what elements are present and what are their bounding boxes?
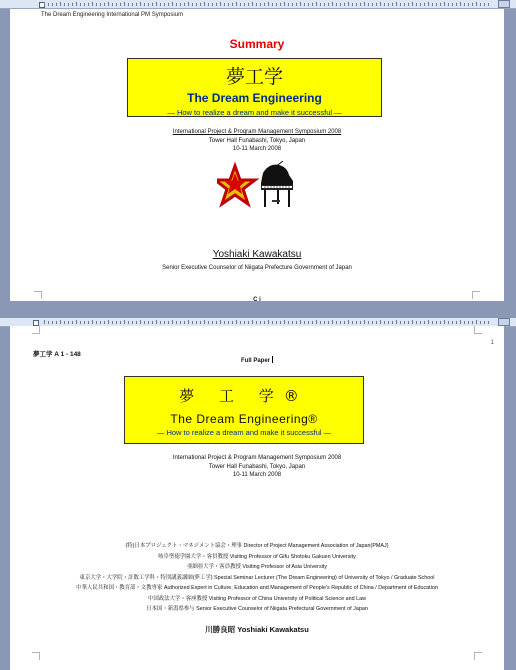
ruler-tick (96, 321, 97, 324)
ruler-tick (208, 321, 209, 324)
ruler-tick (364, 320, 365, 324)
ruler-tick (220, 320, 221, 324)
ruler-tick (332, 2, 333, 6)
ruler-tick (224, 3, 225, 6)
event-line-2: Tower Hall Funabashi, Tokyo, Japan (208, 137, 306, 144)
ruler-tick (316, 320, 317, 324)
ruler-tick (268, 320, 269, 324)
star-icon (217, 166, 255, 204)
ruler-tick (280, 3, 281, 6)
ruler-tick (64, 3, 65, 6)
ruler-tick (200, 321, 201, 324)
ruler-tick (112, 321, 113, 324)
ruler-tick (88, 3, 89, 6)
ruler-tick (188, 2, 189, 6)
ruler-tick (352, 3, 353, 6)
ruler-tick (56, 3, 57, 6)
horizontal-ruler[interactable] (0, 0, 516, 9)
next-heading-cut: C i (253, 297, 261, 303)
title-english: The Dream Engineering (187, 91, 322, 105)
ruler-tick (268, 2, 269, 6)
ruler-tick (196, 321, 197, 324)
ruler-tick (488, 321, 489, 324)
title-box (127, 58, 382, 117)
ruler-tick (392, 3, 393, 6)
ruler-tick (484, 3, 485, 6)
full-paper-label (10, 356, 504, 364)
ruler-tick (208, 3, 209, 6)
ruler-tick (108, 2, 109, 6)
ruler-tick (48, 321, 49, 324)
title-kanji: 夢工学 (225, 66, 283, 88)
ruler-tick (416, 3, 417, 6)
ruler-tick (468, 3, 469, 6)
ruler-tick (304, 3, 305, 6)
ruler-tick (76, 2, 77, 6)
title-subtitle: — How to realize a dream and make it successful — (156, 428, 332, 437)
ruler-tick (52, 3, 53, 6)
page-header: 夢工学 A 1 - 148 (33, 351, 81, 358)
ruler-tick (344, 321, 345, 324)
ruler-tick (256, 3, 257, 6)
ruler-tick (68, 3, 69, 6)
ruler-tick (148, 3, 149, 6)
title-english: The Dream Engineering® (170, 412, 318, 426)
ruler-tick (180, 3, 181, 6)
event-line-2: Tower Hall Funabashi, Tokyo, Japan (208, 463, 306, 470)
ruler-tick (264, 321, 265, 324)
ruler-tick (276, 3, 277, 6)
title-kanji: 夢 工 学® (179, 387, 309, 405)
ruler-tick (144, 321, 145, 324)
full-paper-text: Full Paper (240, 358, 270, 364)
star-and-piano (217, 161, 297, 211)
ruler-tick (368, 321, 369, 324)
ruler-tick (204, 320, 205, 324)
ruler-tick (452, 321, 453, 324)
ruler-tick (472, 3, 473, 6)
title-box (124, 376, 364, 444)
ruler-tick (80, 321, 81, 324)
ruler-tick (380, 320, 381, 324)
ruler-tick (324, 3, 325, 6)
ruler-tick (72, 321, 73, 324)
ruler-tick (420, 3, 421, 6)
ruler-tick (176, 321, 177, 324)
ruler-tick (372, 321, 373, 324)
ruler-tick (292, 321, 293, 324)
ruler-tick (312, 3, 313, 6)
affiliation-line: 亜細亜大学・客員教授 Visiting Professor of Asia University (186, 564, 328, 570)
ruler-tick (316, 2, 317, 6)
ruler-tick (160, 321, 161, 324)
ruler-tick (64, 321, 65, 324)
ruler-tick (444, 2, 445, 6)
ruler-tick (136, 321, 137, 324)
ruler-tick (436, 321, 437, 324)
ruler-tick (52, 321, 53, 324)
ruler-tick (232, 3, 233, 6)
ruler-tick (284, 320, 285, 324)
ruler-tick (180, 321, 181, 324)
ruler-tick (408, 3, 409, 6)
ruler-tick (168, 321, 169, 324)
ruler-tick (264, 3, 265, 6)
ruler-tick (480, 3, 481, 6)
ruler-tick (100, 3, 101, 6)
event-line-3: 10-11 March 2008 (232, 472, 282, 478)
ruler-tick (236, 2, 237, 6)
ruler-tick (148, 321, 149, 324)
ruler-tick (452, 3, 453, 6)
event-line-1: International Project & Program Management Symposium 2008 (172, 129, 342, 135)
ruler-tick (104, 321, 105, 324)
affiliation-line: 中華人民共和国・教育部・文教専家 Authorized Expert in Culture, Education and Management of People's Republic of China / Department of Education (76, 585, 438, 591)
ruler-tick (212, 3, 213, 6)
affiliation-line: 日本国・新潟県参与 Senior Executive Counselor of Niigata Prefectural Government of Japan (146, 606, 368, 612)
ruler-tick (44, 320, 45, 324)
ruler-tick (144, 3, 145, 6)
ruler-tick (160, 3, 161, 6)
ruler-tick (472, 321, 473, 324)
ruler-tick (380, 2, 381, 6)
ruler-tick (84, 3, 85, 6)
ruler-tick (368, 3, 369, 6)
ruler-tick (440, 321, 441, 324)
ruler-tick (388, 321, 389, 324)
ruler-tick (272, 321, 273, 324)
page-1[interactable] (10, 9, 504, 301)
ruler-tick (116, 321, 117, 324)
ruler-tick (188, 320, 189, 324)
ruler-tick (228, 3, 229, 6)
illustrations (217, 161, 297, 211)
event-info (10, 454, 504, 480)
ruler-tick (100, 321, 101, 324)
ruler-tick (80, 3, 81, 6)
ruler-tick (396, 320, 397, 324)
ruler-tick (116, 3, 117, 6)
ruler-tick (404, 3, 405, 6)
ruler-tick (172, 2, 173, 6)
ruler-tick (420, 321, 421, 324)
ruler-tick (448, 321, 449, 324)
ruler-tick (320, 321, 321, 324)
ruler-tick (204, 2, 205, 6)
corner-mark (32, 326, 40, 334)
ruler-tick (128, 3, 129, 6)
ruler-tick (460, 2, 461, 6)
ruler-tick (152, 321, 153, 324)
ruler-tick (156, 320, 157, 324)
title-subtitle: — How to realize a dream and make it successful — (167, 108, 342, 117)
ruler-tick (444, 320, 445, 324)
ruler-tick (228, 321, 229, 324)
ruler-tick (460, 320, 461, 324)
ruler-tick (348, 2, 349, 6)
ruler-tick (236, 320, 237, 324)
ruler-tick (152, 3, 153, 6)
ruler-tick (124, 2, 125, 6)
ruler-tick (184, 3, 185, 6)
ruler-tick (88, 321, 89, 324)
ruler-tick (296, 321, 297, 324)
ruler-tick (356, 321, 357, 324)
ruler-right-marker[interactable] (498, 0, 510, 8)
ruler-tick (412, 320, 413, 324)
ruler-tick (296, 3, 297, 6)
corner-mark (32, 652, 40, 660)
ruler-tick (340, 321, 341, 324)
ruler-tick (428, 320, 429, 324)
ruler-tick (256, 321, 257, 324)
ruler-tick (232, 321, 233, 324)
ruler-tick (272, 3, 273, 6)
ruler-tick (336, 3, 337, 6)
page-header: The Dream Engineering International PM Symposium (41, 12, 184, 18)
ruler-tick (360, 3, 361, 6)
ruler-tick (312, 321, 313, 324)
ruler-tick (192, 321, 193, 324)
ruler-tick (300, 320, 301, 324)
ruler-tick (348, 320, 349, 324)
ruler-tick (244, 3, 245, 6)
ruler-tick (308, 3, 309, 6)
ruler-tick (464, 3, 465, 6)
ruler-tick (156, 2, 157, 6)
ruler-tick (132, 3, 133, 6)
summary-title: Summary (229, 37, 285, 51)
ruler-tick (72, 3, 73, 6)
ruler-tick (104, 3, 105, 6)
ruler-tick (432, 3, 433, 6)
ruler-tick (372, 3, 373, 6)
author-title: Senior Executive Counselor of Niigata Prefecture Government of Japan (162, 265, 352, 271)
ruler-tick (216, 321, 217, 324)
page-number: 1 (490, 340, 494, 346)
ruler-tick (432, 321, 433, 324)
ruler-tick (124, 320, 125, 324)
ruler-tick (292, 3, 293, 6)
ruler-tick (140, 320, 141, 324)
ruler-tick (328, 3, 329, 6)
ruler-tick (480, 321, 481, 324)
ruler-tick (248, 3, 249, 6)
ruler-tick (76, 320, 77, 324)
ruler-tick (196, 3, 197, 6)
ruler-tick (288, 321, 289, 324)
ruler-tick (252, 320, 253, 324)
ruler-tick (352, 321, 353, 324)
ruler-tick (340, 3, 341, 6)
ruler-tick (92, 2, 93, 6)
ruler-tick (84, 321, 85, 324)
event-info (10, 128, 504, 154)
ruler-tick (168, 3, 169, 6)
ruler-tick (428, 2, 429, 6)
ruler-tick (384, 3, 385, 6)
ruler-tick (244, 321, 245, 324)
ruler-tick (164, 3, 165, 6)
ruler-tick (300, 2, 301, 6)
ruler-tick (476, 2, 477, 6)
ruler-tick (220, 2, 221, 6)
ruler-tick (356, 3, 357, 6)
author-name: 川勝良昭 Yoshiaki Kawakatsu (205, 625, 309, 634)
text-cursor (272, 356, 273, 363)
ruler-tick (424, 321, 425, 324)
ruler-tick (332, 320, 333, 324)
ruler-tick (328, 321, 329, 324)
ruler-tick (216, 3, 217, 6)
affiliation-line: 東京大学・大学院・計数工学科・特別講義講師(夢工学) Special Seminar Lecturer (The Dream Engineering) of University of Tokyo / Graduate School (79, 574, 435, 581)
ruler-tick (280, 321, 281, 324)
ruler-tick (284, 2, 285, 6)
affiliations-list (10, 541, 504, 615)
ruler-tick (360, 321, 361, 324)
ruler-tick (304, 321, 305, 324)
ruler-tick (396, 2, 397, 6)
ruler-tick (184, 321, 185, 324)
ruler-tick (440, 3, 441, 6)
ruler-tick (308, 321, 309, 324)
ruler-tick (60, 320, 61, 324)
ruler-tick (364, 2, 365, 6)
ruler-tick (92, 320, 93, 324)
event-line-1: International Project & Program Management Symposium 2008 (172, 455, 342, 461)
ruler-tick (120, 3, 121, 6)
ruler-tick (200, 3, 201, 6)
ruler-tick (464, 321, 465, 324)
author-name: Yoshiaki Kawakatsu (212, 249, 302, 260)
affiliation-line: (特)日本プロジェクト・マネジメント協会・理事 Director of Project Management Association of Japan(PMAJ) (125, 543, 389, 549)
ruler-tick (224, 321, 225, 324)
ruler-tick (376, 3, 377, 6)
ruler-tick (456, 321, 457, 324)
ruler-tick (484, 321, 485, 324)
ruler-tick (44, 2, 45, 6)
ruler-tick (456, 3, 457, 6)
ruler-tick (324, 321, 325, 324)
ruler-tick (176, 3, 177, 6)
ruler-tick (416, 321, 417, 324)
ruler-tick (400, 3, 401, 6)
ruler-tick (424, 3, 425, 6)
ruler-tick (120, 321, 121, 324)
ruler-tick (240, 321, 241, 324)
ruler-tick (112, 3, 113, 6)
ruler-tick (140, 2, 141, 6)
event-line-3: 10-11 March 2008 (232, 146, 282, 152)
ruler-tick (392, 321, 393, 324)
ruler-tick (436, 3, 437, 6)
ruler-tick (276, 321, 277, 324)
ruler-tick (336, 321, 337, 324)
ruler-tick (400, 321, 401, 324)
ruler-tick (408, 321, 409, 324)
ruler-tick (468, 321, 469, 324)
ruler-tick (260, 321, 261, 324)
ruler-tick (404, 321, 405, 324)
affiliation-line: 岐阜聖徳学園大学・客員教授 Visiting Professor of Gifu Shotoku Gakuen University (158, 553, 356, 560)
ruler-tick (384, 321, 385, 324)
ruler-tick (212, 321, 213, 324)
ruler-tick (388, 3, 389, 6)
ruler-tick (344, 3, 345, 6)
ruler-tick (48, 3, 49, 6)
ruler-tick (96, 3, 97, 6)
corner-mark (474, 652, 482, 660)
ruler-tick (412, 2, 413, 6)
ruler-tick (320, 3, 321, 6)
ruler-tick (376, 321, 377, 324)
ruler-tick (248, 321, 249, 324)
ruler-right-marker[interactable] (498, 318, 510, 326)
corner-mark (474, 326, 482, 334)
ruler-tick (476, 320, 477, 324)
ruler-tick (252, 2, 253, 6)
ruler-tick (192, 3, 193, 6)
ruler-tick (240, 3, 241, 6)
ruler-tick (488, 3, 489, 6)
ruler-tick (172, 320, 173, 324)
ruler-tick (132, 321, 133, 324)
grand-piano-icon (261, 161, 293, 207)
ruler-tick (260, 3, 261, 6)
ruler-tick (56, 321, 57, 324)
ruler-tick (68, 321, 69, 324)
affiliation-line: 中国政法大学・客座教授 Visiting Professor of China University of Political Science and Law (148, 595, 366, 602)
ruler-tick (60, 2, 61, 6)
ruler-tick (448, 3, 449, 6)
ruler-tick (136, 3, 137, 6)
page-2[interactable] (10, 326, 504, 670)
ruler-tick (128, 321, 129, 324)
ruler-tick (108, 320, 109, 324)
ruler-tick (288, 3, 289, 6)
ruler-tick (164, 321, 165, 324)
